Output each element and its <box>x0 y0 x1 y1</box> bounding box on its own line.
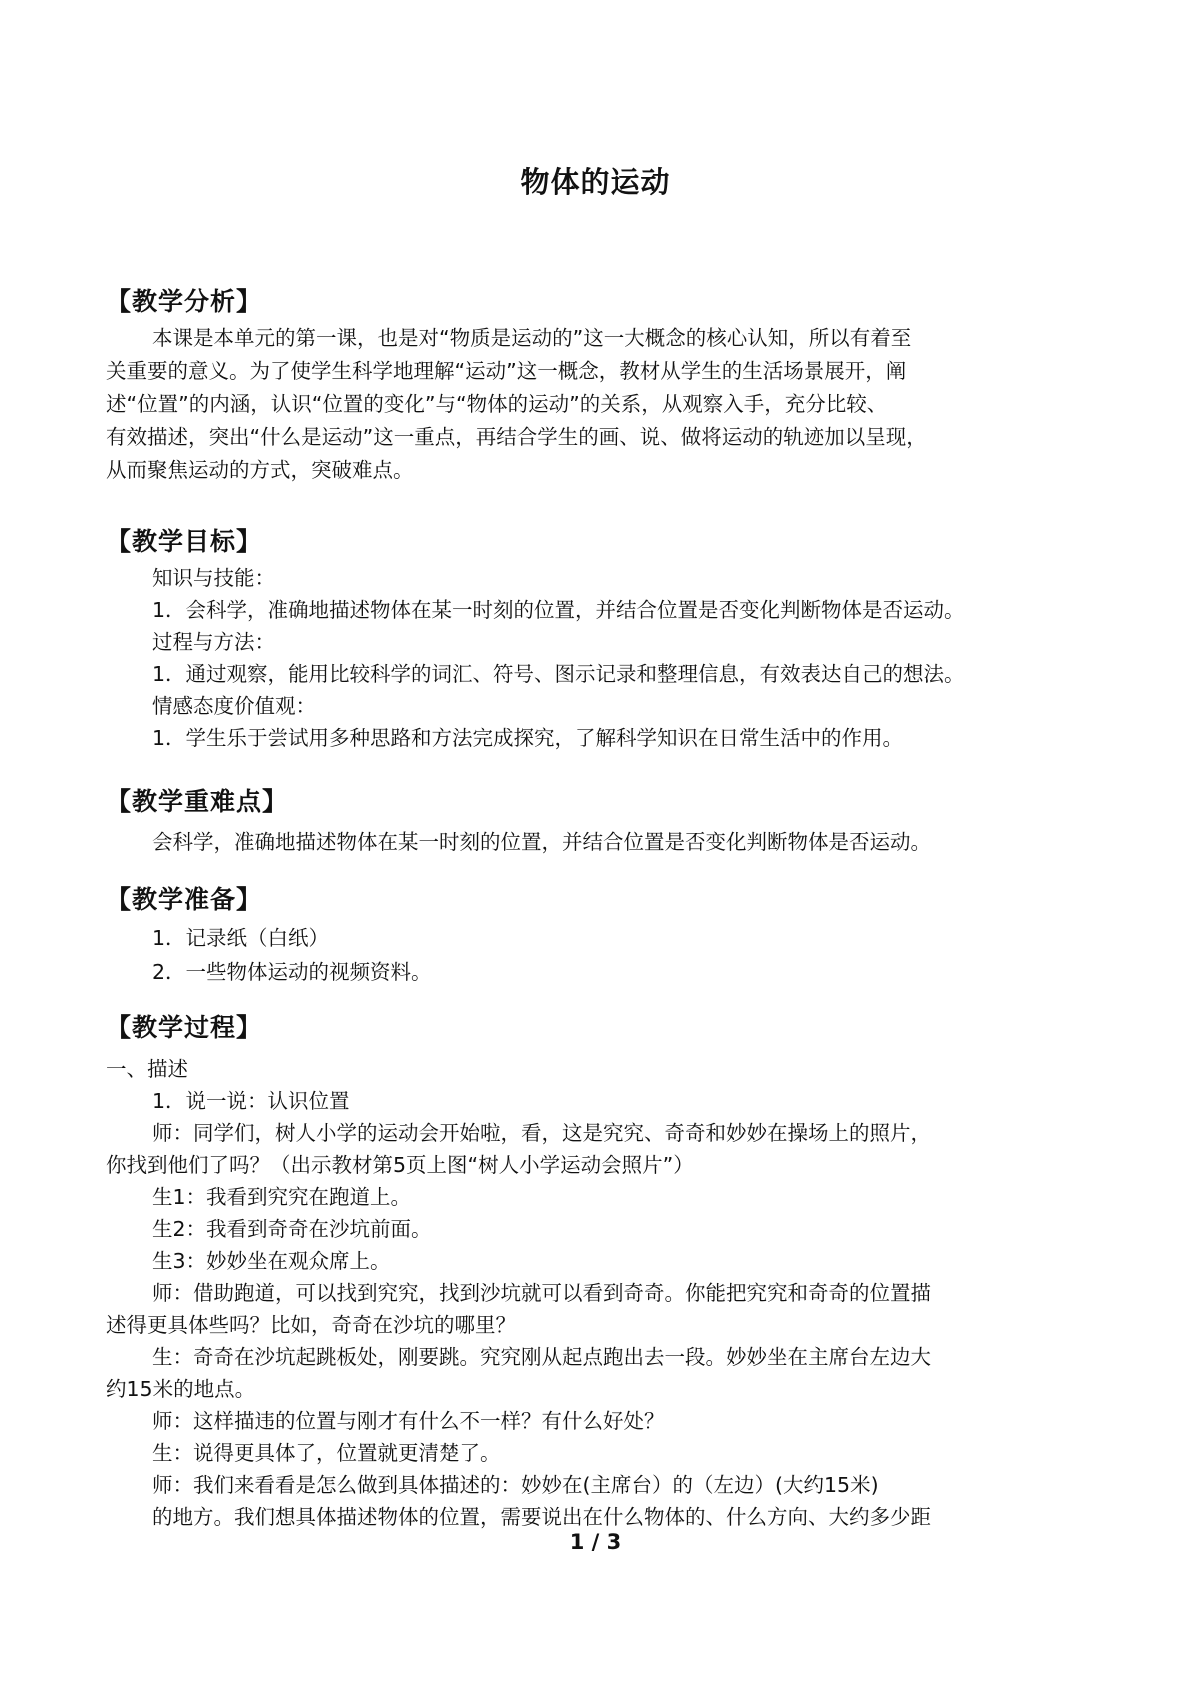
paragraph-line: 情感态度价值观： <box>152 694 316 718</box>
paragraph-line: 有效描述，突出“什么是运动”这一重点，再结合学生的画、说、做将运动的轨迹加以呈现， <box>106 425 927 449</box>
section-heading-preparation: 【教学准备】 <box>106 885 263 914</box>
paragraph-line: 生：说得更具体了，位置就更清楚了。 <box>152 1441 501 1465</box>
paragraph-line: 1．会科学，准确地描述物体在某一时刻的位置，并结合位置是否变化判断物体是否运动。 <box>152 598 965 622</box>
section-heading-goals: 【教学目标】 <box>106 527 263 556</box>
paragraph-line: 关重要的意义。为了使学生科学地理解“运动”这一概念，教材从学生的生活场景展开，阐 <box>106 359 907 383</box>
paragraph-line: 1．学生乐于尝试用多种思路和方法完成探究，了解科学知识在日常生活中的作用。 <box>152 726 904 750</box>
paragraph-line: 生3：妙妙坐在观众席上。 <box>152 1249 391 1273</box>
paragraph-line: 生1：我看到究究在跑道上。 <box>152 1185 412 1209</box>
paragraph-line: 述“位置”的内涵，认识“位置的变化”与“物体的运动”的关系，从观察入手，充分比较、 <box>106 392 888 416</box>
paragraph-line: 约15米的地点。 <box>106 1377 256 1401</box>
paragraph-line: 述得更具体些吗？比如，奇奇在沙坑的哪里？ <box>106 1313 516 1337</box>
paragraph-line: 2．一些物体运动的视频资料。 <box>152 960 432 984</box>
page-title: 物体的运动 <box>520 165 671 199</box>
section-heading-key-points: 【教学重难点】 <box>106 787 289 816</box>
paragraph-line: 1．记录纸（白纸） <box>152 926 330 950</box>
paragraph-line: 知识与技能： <box>152 566 275 590</box>
paragraph-line: 师：借助跑道，可以找到究究，找到沙坑就可以看到奇奇。你能把究究和奇奇的位置描 <box>152 1281 931 1305</box>
page-number: 1 / 3 <box>569 1530 622 1554</box>
paragraph-line: 本课是本单元的第一课，也是对“物质是运动的”这一大概念的核心认知，所以有着至 <box>152 326 912 350</box>
paragraph-line: 过程与方法： <box>152 630 275 654</box>
subsection-heading: 一、描述 <box>106 1057 188 1081</box>
paragraph-line: 师：这样描违的位置与刚才有什么不一样？有什么好处？ <box>152 1409 665 1433</box>
section-heading-analysis: 【教学分析】 <box>106 287 263 316</box>
paragraph-line: 会科学，准确地描述物体在某一时刻的位置，并结合位置是否变化判断物体是否运动。 <box>152 830 931 854</box>
paragraph-line: 师：同学们，树人小学的运动会开始啦，看，这是究究、奇奇和妙妙在操场上的照片， <box>152 1121 931 1145</box>
paragraph-line: 师：我们来看看是怎么做到具体描述的：妙妙在(主席台）的（左边）(大约15米) <box>152 1473 879 1497</box>
section-heading-process: 【教学过程】 <box>106 1013 263 1042</box>
paragraph-line: 生2：我看到奇奇在沙坑前面。 <box>152 1217 432 1241</box>
paragraph-line: 你找到他们了吗？（出示教材第5页上图“树人小学运动会照片”） <box>106 1153 694 1177</box>
paragraph-line: 的地方。我们想具体描述物体的位置，需要说出在什么物体的、什么方向、大约多少距 <box>152 1505 931 1529</box>
paragraph-line: 从而聚焦运动的方式，突破难点。 <box>106 458 414 482</box>
paragraph-line: 1．说一说：认识位置 <box>152 1089 350 1113</box>
paragraph-line: 1．通过观察，能用比较科学的词汇、符号、图示记录和整理信息，有效表达自己的想法。 <box>152 662 965 686</box>
paragraph-line: 生：奇奇在沙坑起跳板处，刚要跳。究究刚从起点跑出去一段。妙妙坐在主席台左边大 <box>152 1345 931 1369</box>
